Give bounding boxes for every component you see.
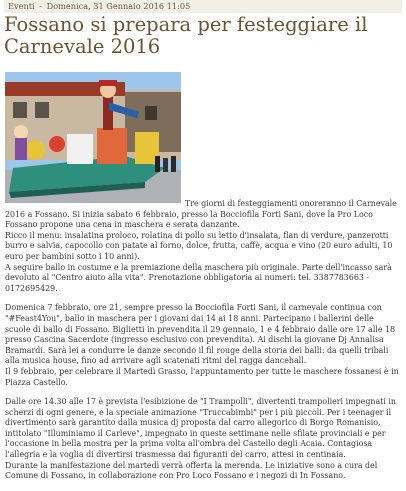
tuesday-text: Il 9 febbraio, per celebrare il Martedì Grasso, l'appuntamento per tutte le maschere fossanesi è in Piazza Castello. xyxy=(5,366,399,387)
paragraph-sunday xyxy=(5,303,401,388)
program-text: Dalle ore 14.30 alle 17 è prevista l'esibizione de "I Trampolli", divertenti trampolieri impegnati in scherzi di ogni genere, e la speciale animazione "Truccabimbi" per i più piccoli. Per i teenager il divertimento sarà garantito dalla musica dj proposta dal carro allegorico di Borgo Romanisio, intitolato "Illuminiamo il Carleve", impegnato in queste settimane nelle sfilate provinciali e per l'occasione in bella mostra per la prima volta all'ombra del Castello degli Acaia. Contagiosa l'allegria e la voglia di divertirsi trasmessa dai figuranti del carro, attesi in centinaia. xyxy=(5,397,396,460)
carnival-float-photo xyxy=(5,72,181,203)
paragraph-tuesday-program xyxy=(5,397,401,482)
carnival-float-image xyxy=(5,72,181,203)
meta-separator: - xyxy=(39,1,45,11)
article-meta-bar xyxy=(4,0,402,13)
booking-text: A seguire ballo in costume e la premiazione della maschera più originale. Parte dell'incasso sarà devoluto al "Centro aiuto alla vita". Prenotazione obbligatoria ai numeri: tel. 3387783663 - 0172695429. xyxy=(5,262,392,293)
article-body xyxy=(5,199,401,491)
paragraph-intro-text: Tre giorni di festeggiamenti onoreranno il Carnevale 2016 a Fossano. Si inizia sabato 6 febbraio, presso la Bocciofila Forti Sani, dove la Pro Loco Fossano propone una cena in maschera e serata danzante. xyxy=(5,199,397,230)
article-title: Fossano si prepara per festeggiare il Carnevale 2016 xyxy=(4,13,368,58)
organizers-text: Durante la manifestazione del martedì verrà offerta la merenda. Le iniziative sono a cura del Comune di Fossano, in collaborazione con Pro Loco Fossano e i negozi di In Fossano. xyxy=(5,460,378,481)
category-date-line xyxy=(4,1,190,11)
sunday-text: Domenica 7 febbraio, ore 21, sempre presso la Bocciofila Forti Sani, il carnevale continua con "#Feast4You", ballo in maschera per i giovani dai 14 ai 18 anni. Partecipano i ballerini delle scuole di ballo di Fossano. Biglietti in prevendita il 29 gennaio, 1 e 4 febbraio dalle ore 17 alle 18 presso Cascina Sacerdote (ingresso esclusivo con prevendita). Ai dischi la giovane Dj Annalisa Bramardi. Sarà lei a condurre le danze secondo il fil rouge della storia dei balli: da quelli tribali alla musica house, fino ad arrivare agli scatenati ritmi del ragga dancehall. xyxy=(5,303,396,366)
category-label[interactable]: Eventi xyxy=(8,1,35,11)
menu-text: Ricco il menu: insalatina proloco, rolatina di pollo su letto d'insalata, flan di verdure, panzerotti burro e salvia, capocollo con patate al forno, dolce, frutta, caffè, acqua e vino (20 euro adulti, 10 euro per bambini sotto i 10 anni). xyxy=(5,230,393,261)
publish-date: Domenica, 31 Gennaio 2016 11:05 xyxy=(46,1,191,11)
paragraph-intro xyxy=(5,199,401,294)
